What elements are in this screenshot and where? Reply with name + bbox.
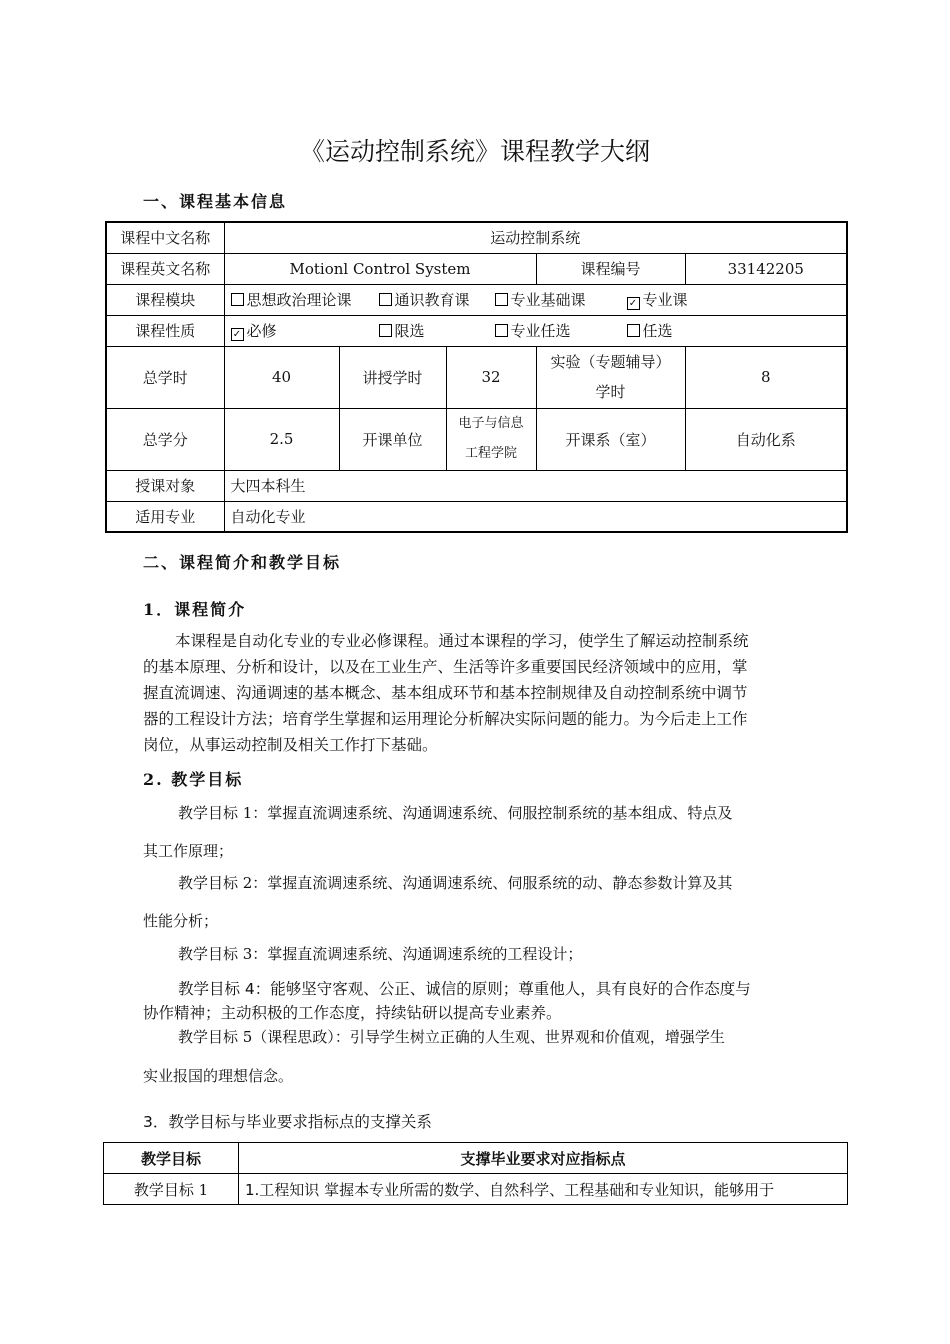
- intro-paragraph: 本课程是自动化专业的专业必修课程。通过本课程的学习，使学生了解运动控制系统 的基本原理、分析和设计，以及在工业生产、生活等许多重要国民经济领域中的应用，掌 握直流调速、沟通调速的基本概念、基本组成环节和基本控制规律及自动控制系统中调节 器的工程设计方法；培育学生掌握和运用理论分析解决实际问题的能力。为今后走上工作 岗位，从事运动控制及相关工作打下基础。: [143, 632, 749, 754]
- objective-4-line-1: 教学目标 4：能够坚守客观、公正、诚信的原则；尊重他人，具有良好的合作态度与: [178, 980, 751, 998]
- objective-5-line-1: 教学目标 5（课程思政）：引导学生树立正确的人生观、世界观和价值观，增强学生: [178, 1028, 725, 1046]
- module-options: [224, 284, 847, 315]
- objective-5-line-2: 实业报国的理想信念。: [143, 1067, 294, 1085]
- objectives-heading: 2. 教学目标: [143, 770, 244, 789]
- checkbox-checked-icon: ✓: [627, 297, 640, 310]
- en-name-value: Motionl Control System: [224, 253, 536, 284]
- intro-heading: 1．课程简介: [143, 600, 247, 619]
- nature-option-required[interactable]: ✓ 必修: [231, 320, 379, 341]
- lab-hours-label: 实验（专题辅导） 学时: [536, 346, 685, 408]
- support-heading: 3．教学目标与毕业要求指标点的支撑关系: [143, 1113, 432, 1131]
- module-label: 课程模块: [106, 284, 224, 315]
- support-col-goal: 教学目标: [104, 1143, 239, 1174]
- course-info-table: [105, 221, 848, 533]
- lab-hours-value: 8: [685, 346, 847, 408]
- module-option-ideology[interactable]: 思想政治理论课: [231, 289, 379, 310]
- unit-value: 电子与信息 工程学院: [446, 408, 536, 470]
- checkbox-checked-icon: ✓: [231, 328, 244, 341]
- major-value: 自动化专业: [224, 501, 847, 532]
- lecture-hours-label: 讲授学时: [339, 346, 446, 408]
- checkbox-unchecked-icon: [379, 324, 392, 337]
- objective-1-line-1: 教学目标 1：掌握直流调速系统、沟通调速系统、伺服控制系统的基本组成、特点及: [178, 804, 733, 822]
- credits-label: 总学分: [106, 408, 224, 470]
- checkbox-unchecked-icon: [495, 293, 508, 306]
- support-row-goal: 教学目标 1: [104, 1174, 239, 1205]
- checkbox-unchecked-icon: [495, 324, 508, 337]
- nature-option-limited[interactable]: 限选: [379, 320, 495, 341]
- objective-2-line-1: 教学目标 2：掌握直流调速系统、沟通调速系统、伺服系统的动、静态参数计算及其: [178, 874, 733, 892]
- dept-label: 开课系（室）: [536, 408, 685, 470]
- lecture-hours-value: 32: [446, 346, 536, 408]
- major-label: 适用专业: [106, 501, 224, 532]
- nature-option-major-elective[interactable]: 专业任选: [495, 320, 627, 341]
- module-option-foundation[interactable]: 专业基础课: [495, 289, 627, 310]
- checkbox-unchecked-icon: [627, 324, 640, 337]
- audience-value: 大四本科生: [224, 470, 847, 501]
- objective-1-line-2: 其工作原理；: [143, 842, 234, 860]
- module-option-major[interactable]: ✓ 专业课: [627, 289, 688, 310]
- module-option-general[interactable]: 通识教育课: [379, 289, 495, 310]
- nature-option-elective[interactable]: 任选: [627, 320, 673, 341]
- section-heading-basic-info: 一、课程基本信息: [143, 192, 288, 211]
- page-title: 《运动控制系统》课程教学大纲: [299, 137, 650, 166]
- total-hours-label: 总学时: [106, 346, 224, 408]
- audience-label: 授课对象: [106, 470, 224, 501]
- support-col-point: 支撑毕业要求对应指标点: [239, 1143, 848, 1174]
- dept-value: 自动化系: [685, 408, 847, 470]
- section-heading-intro-goals: 二、课程简介和教学目标: [143, 553, 342, 572]
- credits-value: 2.5: [224, 408, 339, 470]
- cn-name-label: 课程中文名称: [106, 222, 224, 253]
- objective-4-line-2: 协作精神；主动积极的工作态度，持续钻研以提高专业素养。: [143, 1004, 562, 1022]
- cn-name-value: 运动控制系统: [224, 222, 847, 253]
- checkbox-unchecked-icon: [231, 293, 244, 306]
- support-row-point: 1.工程知识 掌握本专业所需的数学、自然科学、工程基础和专业知识，能够用于: [239, 1174, 848, 1205]
- total-hours-value: 40: [224, 346, 339, 408]
- objective-3: 教学目标 3：掌握直流调速系统、沟通调速系统的工程设计；: [178, 945, 583, 963]
- checkbox-unchecked-icon: [379, 293, 392, 306]
- objective-2-line-2: 性能分析；: [143, 912, 219, 930]
- code-value: 33142205: [685, 253, 847, 284]
- nature-options: [224, 315, 847, 346]
- support-table: [103, 1142, 848, 1205]
- code-label: 课程编号: [536, 253, 685, 284]
- nature-label: 课程性质: [106, 315, 224, 346]
- en-name-label: 课程英文名称: [106, 253, 224, 284]
- unit-label: 开课单位: [339, 408, 446, 470]
